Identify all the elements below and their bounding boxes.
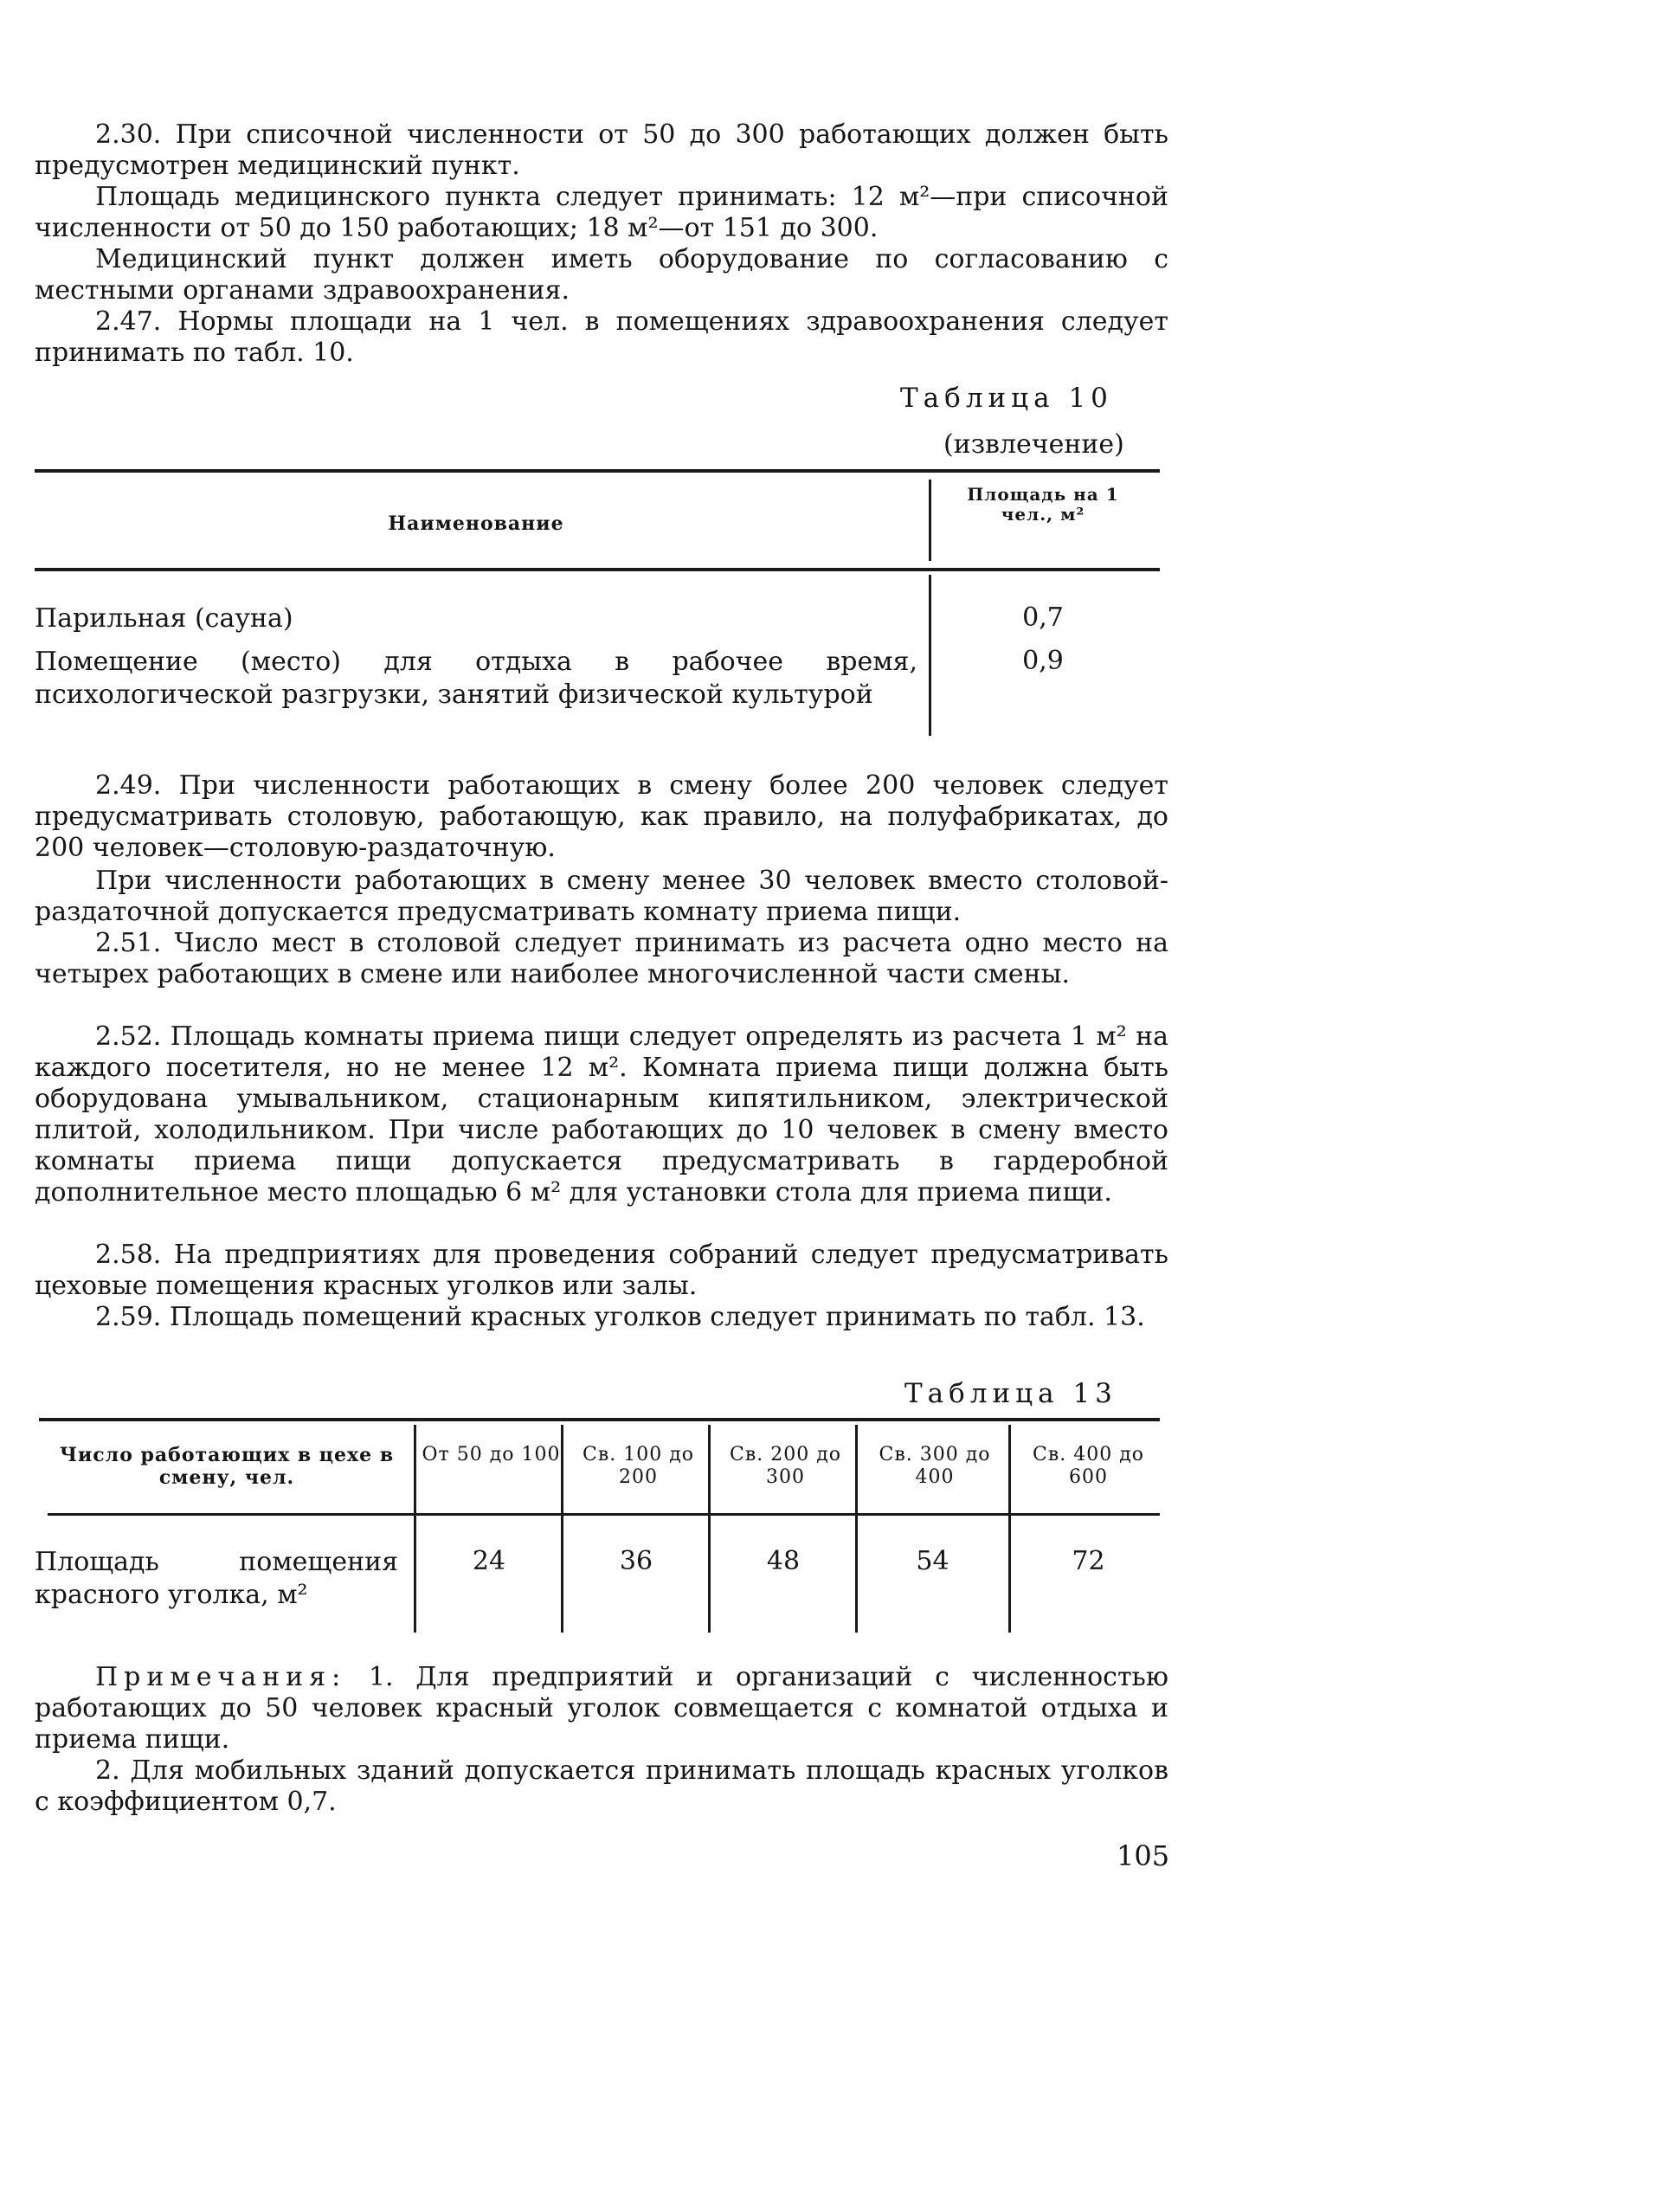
table-10-caption: Таблица 10 — [900, 383, 1113, 414]
paragraph-2-49-small — [35, 866, 1168, 928]
table-10-row-2-name: Помещение (место) для отдыха в рабочее время, психологической разгрузки, занятий физической культурой — [35, 647, 917, 710]
paragraph-2-30 — [35, 119, 1168, 182]
notes-2 — [35, 1755, 1168, 1818]
table-10-row-2-value: 0,9 — [1022, 646, 1064, 676]
table-13-value-2: 36 — [619, 1546, 653, 1576]
paragraph-2-49-small-text: При численности работающих в смену менее 30 человек вместо столовой-раздаточной допускается предусматривать комнату приема пищи. — [35, 866, 1168, 927]
table-10-header-divider — [929, 480, 931, 561]
paragraph-2-30-area — [35, 182, 1168, 244]
table-10-row-1-name: Парильная (сауна) — [35, 603, 293, 634]
table-10-header-rule — [35, 568, 1160, 571]
table-10-header-area: Площадь на 1 чел., м² — [967, 484, 1119, 525]
table-10-header-name: Наименование — [388, 512, 564, 535]
paragraph-2-49 — [35, 770, 1168, 864]
page-number: 105 — [1117, 1839, 1170, 1872]
paragraph-2-58-text: 2.58. На предприятиях для проведения собраний следует предусматривать цеховые помещения красных уголков или залы. — [35, 1240, 1168, 1301]
table-13-row-label: Площадь помещения красного уголка, м² — [35, 1547, 398, 1610]
table-13-divider-1 — [414, 1425, 416, 1633]
paragraph-2-59-text: 2.59. Площадь помещений красных уголков следует принимать по табл. 13. — [95, 1302, 1145, 1332]
paragraph-2-30-equipment-text: Медицинский пункт должен иметь оборудование по согласованию с местными органами здравоохранения. — [35, 244, 1168, 306]
table-13-divider-4 — [855, 1425, 858, 1633]
paragraph-2-30-equipment — [35, 244, 1168, 306]
paragraph-2-51-text: 2.51. Число мест в столовой следует принимать из расчета одно место на четырех работающих в смене или наиболее многочисленной части смены. — [35, 928, 1168, 989]
table-13-caption: Таблица 13 — [904, 1378, 1117, 1409]
table-13-divider-3 — [708, 1425, 711, 1633]
table-13-divider-5 — [1008, 1425, 1011, 1633]
table-13-header-rule — [48, 1513, 1160, 1516]
table-10-subcaption: (извлечение) — [943, 429, 1124, 460]
table-13-divider-2 — [561, 1425, 563, 1633]
table-10-top-rule — [35, 469, 1160, 473]
paragraph-2-59 — [35, 1302, 1168, 1333]
table-13-value-5: 72 — [1072, 1546, 1105, 1576]
table-13-col-2: Св. 100 до 200 — [583, 1444, 694, 1488]
table-13-header-first: Число работающих в цехе в смену, чел. — [59, 1444, 395, 1489]
table-10-body-divider — [929, 575, 931, 736]
table-13-col-5: Св. 400 до 600 — [1033, 1444, 1144, 1488]
notes-2-text: 2. Для мобильных зданий допускается принимать площадь красных уголков с коэффициентом 0,7. — [35, 1755, 1168, 1817]
paragraph-2-51 — [35, 928, 1168, 990]
notes-1 — [35, 1662, 1168, 1755]
table-13-col-3: Св. 200 до 300 — [730, 1444, 841, 1488]
table-13-value-3: 48 — [766, 1546, 801, 1576]
paragraph-2-30-area-text: Площадь медицинского пункта следует принимать: 12 м²—при списочной численности от 50 до 150 работающих; 18 м²—от 151 до 300. — [35, 182, 1168, 243]
paragraph-2-52 — [35, 1021, 1168, 1208]
notes-1-text: 1. Для предприятий и организаций с численностью работающих до 50 человек красный уголок совмещается с комнатой отдыха и приема пищи. — [35, 1662, 1168, 1755]
paragraph-2-58 — [35, 1240, 1168, 1302]
table-13-top-rule — [39, 1418, 1160, 1421]
table-13-value-4: 54 — [916, 1546, 949, 1576]
paragraph-2-47-text: 2.47. Нормы площади на 1 чел. в помещениях здравоохранения следует принимать по табл. 10. — [35, 306, 1168, 368]
table-13-value-1: 24 — [472, 1546, 506, 1576]
paragraph-2-52-text: 2.52. Площадь комнаты приема пищи следует определять из расчета 1 м² на каждого посетителя, но не менее 12 м². Комната приема пищи должна быть оборудована умывальником, стационарным кипятильником, электрической плитой, холодильником. При числе работающих до 10 человек в смену вместо комнаты приема пищи допускается предусматривать в гардеробной дополнительное место площадью 6 м² для установки стола для приема пищи. — [35, 1021, 1168, 1208]
table-13-col-4: Св. 300 до 400 — [879, 1444, 991, 1488]
table-10-row-1-value: 0,7 — [1022, 602, 1064, 633]
paragraph-2-47 — [35, 306, 1168, 369]
notes-label: Примечания: — [95, 1662, 347, 1692]
paragraph-2-30-text: 2.30. При списочной численности от 50 до 300 работающих должен быть предусмотрен медицинский пункт. — [35, 119, 1168, 181]
paragraph-2-49-text: 2.49. При численности работающих в смену более 200 человек следует предусматривать столовую, работающую, как правило, на полуфабрикатах, до 200 человек—столовую-раздаточную. — [35, 770, 1168, 863]
table-13-col-1: От 50 до 100 — [422, 1444, 561, 1465]
